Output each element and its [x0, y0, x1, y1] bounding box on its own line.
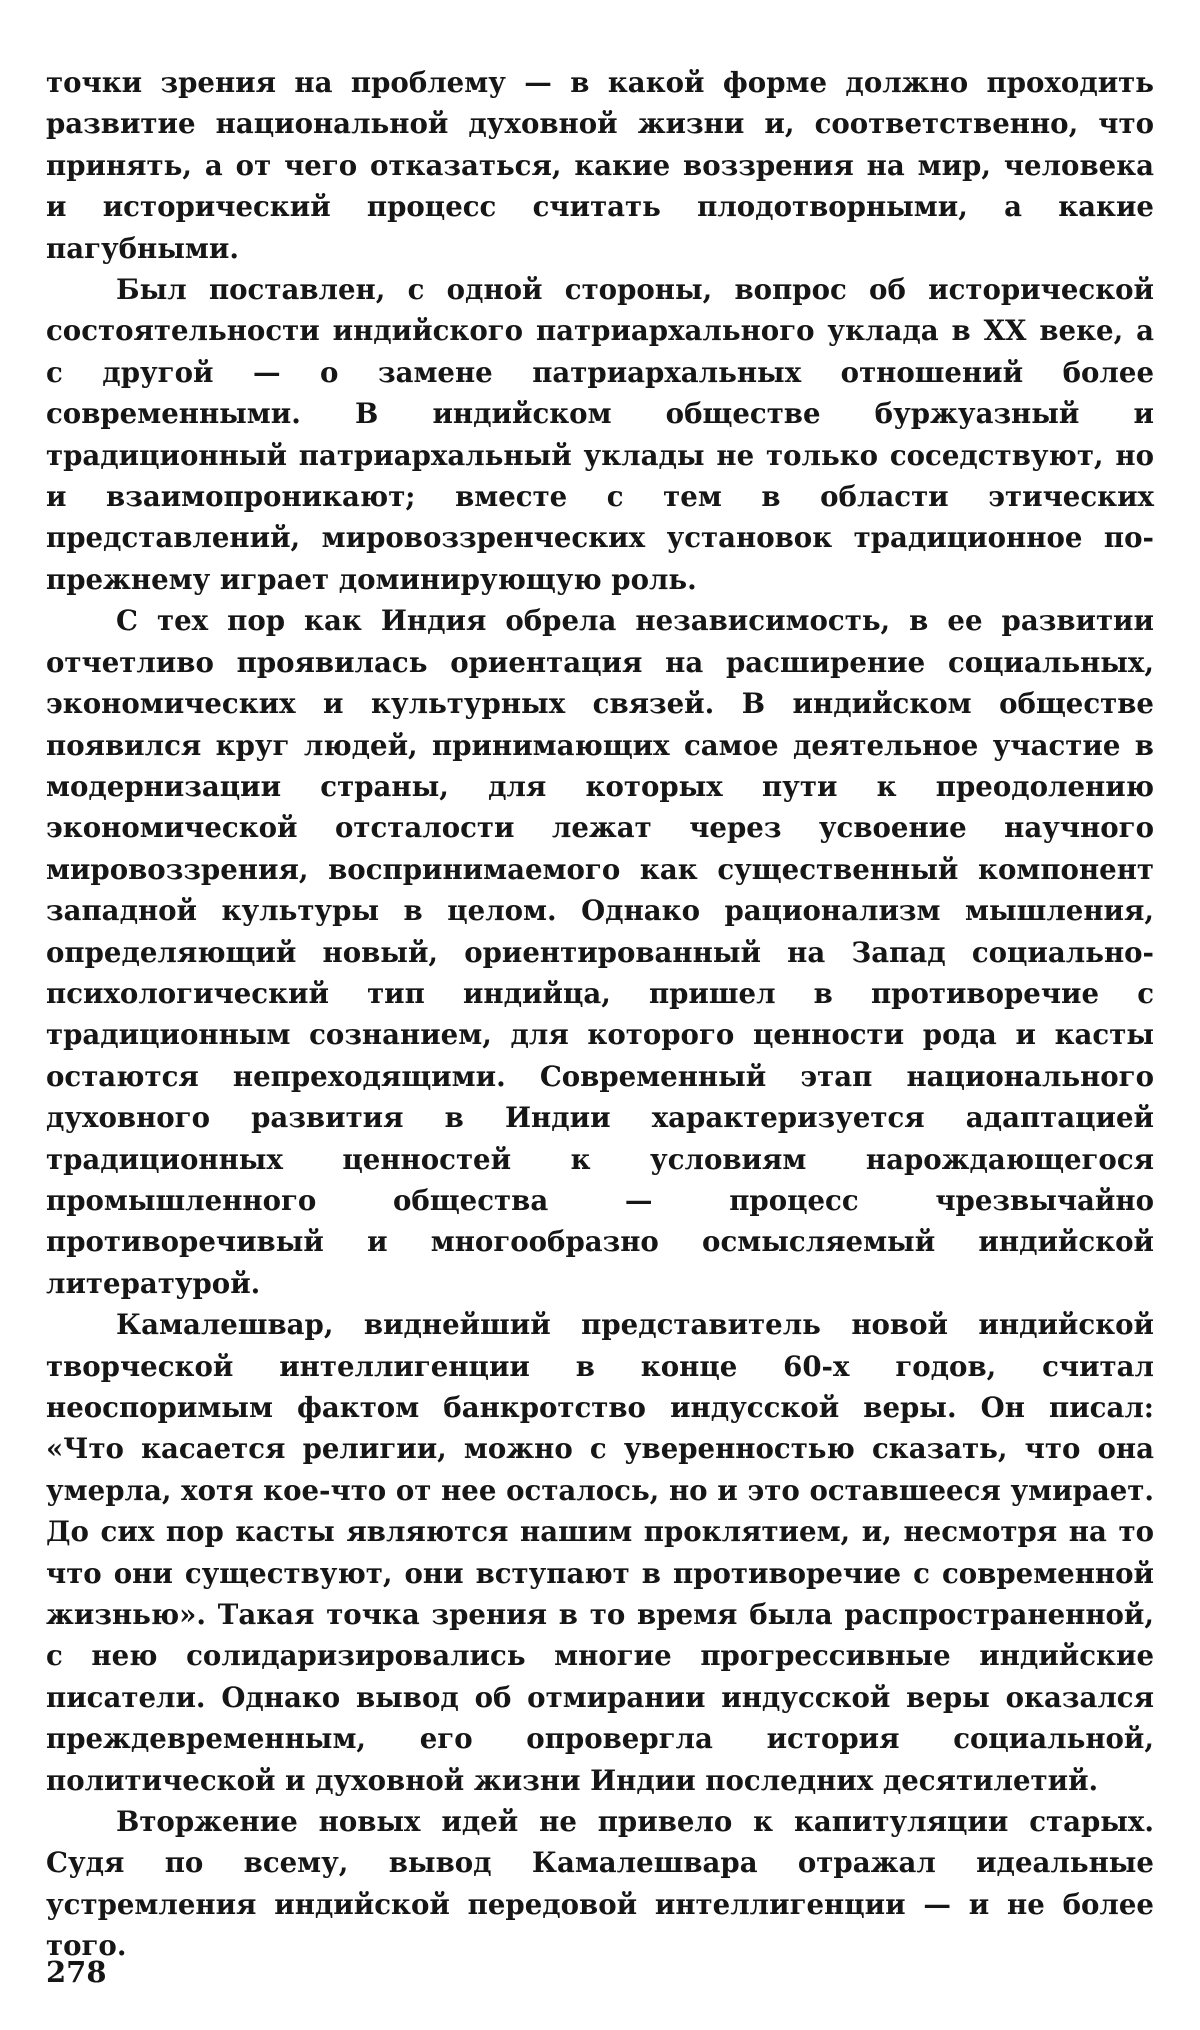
paragraph-continuation: точки зрения на проблему — в какой форме должно проходить развитие национальной духовной жизни и, соответственно, что принять, а от чего отказаться, какие воззрения на мир, человека и исторический процесс считать плодотворными, а какие пагубными. [46, 66, 1154, 265]
paragraph-kamaleshwar: Камалешвар, виднейший представитель новой индийской творческой интеллигенции в конце 60-х годов, считал неоспоримым фактом банкротство индусской веры. Он писал: «Что касается религии, можно с уверенностью сказать, что она умерла, хотя кое-что от нее осталось, но и это оставшееся умирает. До сих пор касты являются нашим проклятием, и, несмотря на то что они существуют, они вступают в противоречие с современной жизнью». Такая точка зрения в то время была распространенной, с нею солидаризировались многие прогрессивные индийские писатели. Однако вывод об отмирании индусской веры оказался преждевременным, его опровергла история социальной, политической и духовной жизни Индии последних десятилетий. [46, 1308, 1154, 1797]
paragraph-patriarchal-order: Был поставлен, с одной стороны, вопрос об исторической состоятельности индийского патриархального уклада в XX веке, а с другой — о замене патриархальных отношений более современными. В индийском обществе буржуазный и традиционный патриархальный уклады не только соседствуют, но и взаимопроникают; вместе с тем в области этических представлений, мировоззренческих установок традиционное по-прежнему играет доминирующую роль. [46, 273, 1154, 596]
paragraph-independence: С тех пор как Индия обрела независимость, в ее развитии отчетливо проявилась ориентация на расширение социальных, экономических и культурных связей. В индийском обществе появился круг людей, принимающих самое деятельное участие в модернизации страны, для которых пути к преодолению экономической отсталости лежат через усвоение научного мировоззрения, воспринимаемого как существенный компонент западной культуры в целом. Однако рационализм мышления, определяющий новый, ориентированный на Запад социально-психологический тип индийца, пришел в противоречие с традиционным сознанием, для которого ценности рода и касты остаются непреходящими. Современный этап национального духовного развития в Индии характеризуется адаптацией традиционных ценностей к условиям нарождающегося промышленного общества — процесс чрезвычайно противоречивый и многообразно осмысляемый индийской литературой. [46, 604, 1154, 1300]
page-body [46, 62, 1154, 1967]
page-number: 278 [46, 1955, 107, 1989]
paragraph-new-ideas: Вторжение новых идей не привело к капитуляции старых. Судя по всему, вывод Камалешвара отражал идеальные устремления индийской передовой интеллигенции — и не более того. [46, 1805, 1154, 1963]
